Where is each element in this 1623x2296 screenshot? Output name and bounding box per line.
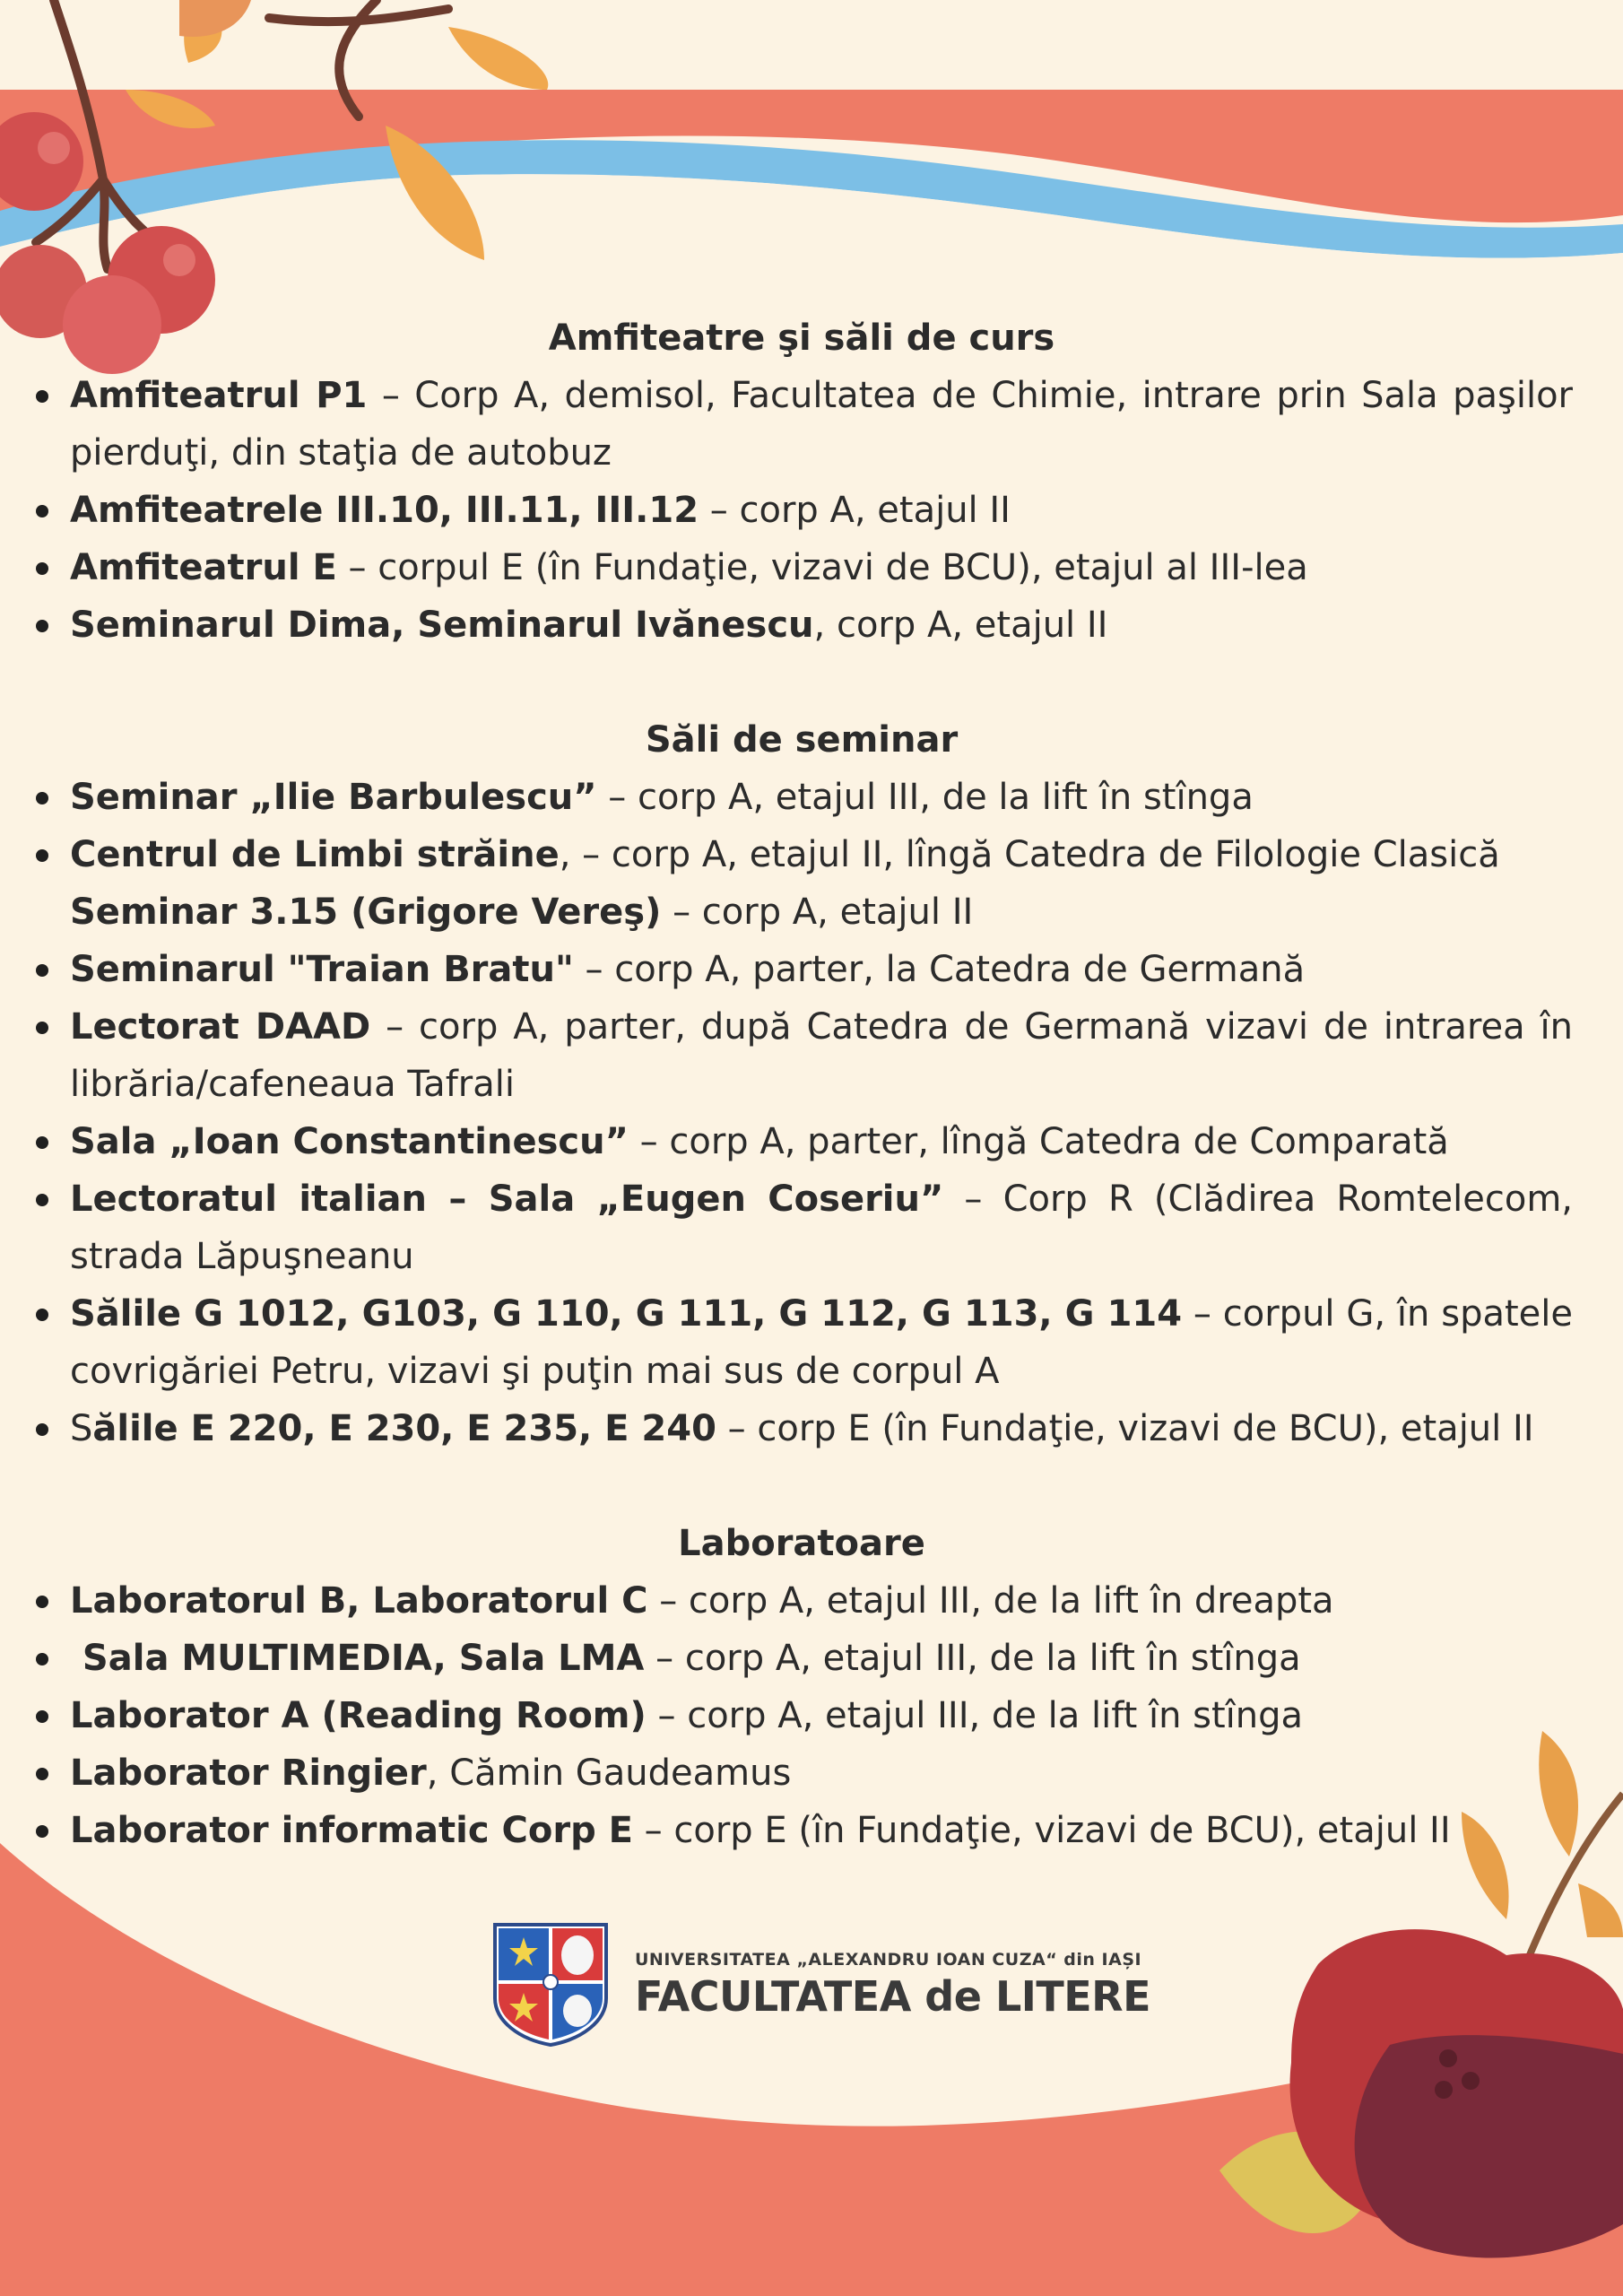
list-item: Seminar „Ilie Barbulescu” – corp A, etajul III, de la lift în stînga bbox=[30, 769, 1573, 826]
faculty-logo bbox=[491, 1921, 1150, 2047]
main-content bbox=[30, 309, 1573, 1917]
university-name: UNIVERSITATEA „ALEXANDRU IOAN CUZA“ din IAȘI bbox=[635, 1950, 1142, 1970]
list-item: Amfiteatrul E – corpul E (în Fundaţie, vizavi de BCU), etajul al III-lea bbox=[30, 539, 1573, 596]
section-sali-seminar bbox=[30, 711, 1573, 1457]
faculty-name: FACULTATEA de LITERE bbox=[635, 1972, 1151, 2021]
list-item: Seminar 3.15 (Grigore Vereş) – corp A, etajul II bbox=[70, 891, 974, 933]
list-item: Laboratorul B, Laboratorul C – corp A, etajul III, de la lift în dreapta bbox=[30, 1572, 1573, 1630]
section-title: Săli de seminar bbox=[645, 719, 959, 761]
room-list bbox=[30, 367, 1573, 654]
list-item: Sălile E 220, E 230, E 235, E 240 – corp E (în Fundaţie, vizavi de BCU), etajul II bbox=[30, 1400, 1573, 1457]
list-item: Centrul de Limbi străine, – corp A, etajul II, lîngă Catedra de Filologie Clasică bbox=[30, 826, 1573, 883]
room-list bbox=[30, 769, 1573, 1457]
section-title: Amfiteatre şi săli de curs bbox=[548, 317, 1055, 359]
list-item: Seminarul Dima, Seminarul Ivănescu, corp A, etajul II bbox=[30, 596, 1573, 654]
list-item: Seminarul "Traian Bratu" – corp A, parter, la Catedra de Germană bbox=[30, 941, 1573, 998]
list-item: Lectorat DAAD – corp A, parter, după Catedra de Germană vizavi de intrarea în librăria/cafeneaua Tafrali bbox=[30, 998, 1573, 1113]
section-amfiteatre bbox=[30, 309, 1573, 654]
section-title: Laboratoare bbox=[678, 1523, 925, 1564]
list-item: Sala „Ioan Constantinescu” – corp A, parter, lîngă Catedra de Comparată bbox=[30, 1113, 1573, 1170]
list-item: Amfiteatrul P1 – Corp A, demisol, Facultatea de Chimie, intrare prin Sala paşilor pierduţi, din staţia de autobuz bbox=[30, 367, 1573, 482]
list-item: Laborator Ringier, Cămin Gaudeamus bbox=[30, 1744, 1573, 1802]
list-item: Sala MULTIMEDIA, Sala LMA – corp A, etajul III, de la lift în stînga bbox=[30, 1630, 1573, 1687]
list-item: Laborator A (Reading Room) – corp A, etajul III, de la lift în stînga bbox=[30, 1687, 1573, 1744]
section-laboratoare bbox=[30, 1515, 1573, 1859]
university-crest-icon bbox=[491, 1921, 610, 2047]
logo-text bbox=[635, 1947, 1150, 2021]
list-item: Sălile G 1012, G103, G 110, G 111, G 112, G 113, G 114 – corpul G, în spatele covrigăriei Petru, vizavi şi puţin mai sus de corpul A bbox=[30, 1285, 1573, 1400]
room-list bbox=[30, 1572, 1573, 1859]
list-item: Lectoratul italian – Sala „Eugen Coseriu” – Corp R (Clădirea Romtelecom, strada Lăpuşneanu bbox=[30, 1170, 1573, 1285]
list-item: Amfiteatrele III.10, III.11, III.12 – corp A, etajul II bbox=[30, 482, 1573, 539]
list-item: Laborator informatic Corp E – corp E (în Fundaţie, vizavi de BCU), etajul II bbox=[30, 1802, 1573, 1859]
